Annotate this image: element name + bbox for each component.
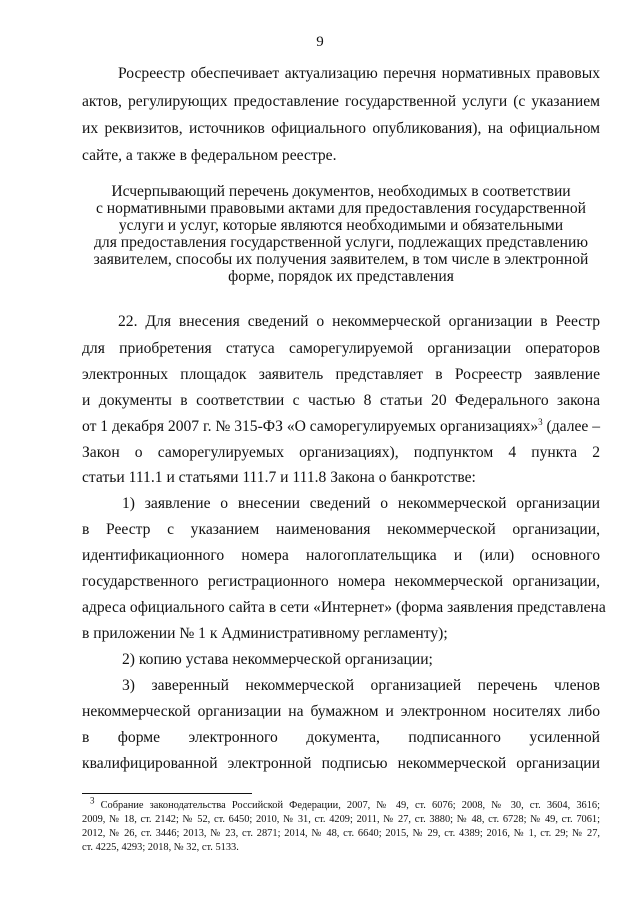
item1-line-6: в приложении № 1 к Административному регламенту); — [82, 625, 448, 642]
para1-line-4: сайте, а также в федеральном реестре. — [82, 147, 337, 164]
item1-line-5: адреса официального сайта в сети «Интернет» (форма заявления представлена — [82, 599, 606, 616]
item3-line-3: в форме электронного документа, подписанного усиленной — [82, 729, 600, 746]
item3-line-1: 3) заверенный некоммерческой организацией перечень членов — [122, 677, 600, 694]
footnote-ref: 3 — [538, 416, 543, 427]
item1-line-2: в Реестр с указанием наименования некоммерческой организации, — [82, 521, 600, 538]
para22-line-5-text: от 1 декабря 2007 г. № 315-ФЗ «О саморегулируемых организациях» — [82, 418, 539, 435]
para22-line-3: электронных площадок заявитель представляет в Росреестр заявление — [82, 366, 600, 383]
item3-line-2: некоммерческой организации на бумажном и электронном носителях либо — [82, 703, 600, 720]
item3-line-4: квалифицированной электронной подписью некоммерческой организации — [82, 755, 600, 772]
footnote-line-3: 2012, № 26, ст. 3446; 2013, № 23, ст. 2871; 2014, № 48, ст. 6640; 2015, № 29, ст. 4389; 2016, № 1, ст. 29; № 27, — [82, 828, 600, 839]
section-heading-line-2: с нормативными правовыми актами для предоставления государственной — [95, 200, 587, 217]
section-heading-line-4: для предоставления государственной услуги, подлежащих представлению — [93, 234, 588, 251]
item1-line-3: идентификационного номера налогоплательщика и (или) основного — [82, 547, 600, 564]
para22-line-5-tail: (далее – — [546, 418, 601, 435]
footnote-separator — [82, 793, 252, 794]
para22-line-7: статьи 111.1 и статьями 111.7 и 111.8 Закона о банкротстве: — [82, 469, 476, 486]
footnote-line-4: ст. 4225, 4293; 2018, № 32, ст. 5133. — [82, 842, 239, 853]
section-heading-line-6: форме, порядок их представления — [228, 268, 454, 285]
footnote-mark: 3 — [90, 795, 95, 806]
item1-line-4: государственного регистрационного номера некоммерческой организации, — [82, 573, 600, 590]
footnote-line-1-text: Собрание законодательства Российской Федерации, 2007, № 49, ст. 6076; 2008, № 30, ст. 3604, 3616; — [100, 800, 600, 811]
para1-line-3: их реквизитов, источников официального опубликования), на официальном — [82, 120, 600, 137]
para1-line-2: актов, регулирующих предоставление государственной услуги (с указанием — [82, 93, 600, 110]
para22-line-6: Закон о саморегулируемых организациях), подпунктом 4 пункта 2 — [82, 444, 600, 461]
para22-line-2: для приобретения статуса саморегулируемой организации операторов — [82, 340, 600, 357]
section-heading-line-3: услуги и услуг, которые являются необходимыми и обязательными — [118, 217, 564, 234]
section-heading-line-1: Исчерпывающий перечень документов, необходимых в соответствии — [111, 183, 571, 200]
section-heading-line-5: заявителем, способы их получения заявителем, в том числе в электронной — [93, 251, 589, 268]
para1-line-1: Росреестр обеспечивает актуализацию перечня нормативных правовых — [118, 65, 600, 82]
item2-line: 2) копию устава некоммерческой организации; — [122, 651, 433, 668]
para22-line-4: и документы в соответствии с частью 8 статьи 20 Федерального закона — [82, 392, 600, 409]
page-number: 9 — [316, 34, 324, 50]
footnote-line-2: 2009, № 18, ст. 2142; № 52, ст. 6450; 2010, № 31, ст. 4209; 2011, № 27, ст. 3880; № 48, ст. 6728; № 49, ст. 7061; — [82, 814, 600, 825]
footnote-line-1 — [90, 795, 600, 812]
para22-line-1: 22. Для внесения сведений о некоммерческой организации в Реестр — [118, 313, 600, 330]
item1-line-1: 1) заявление о внесении сведений о некоммерческой организации — [122, 495, 600, 512]
para22-line-5 — [82, 417, 600, 437]
